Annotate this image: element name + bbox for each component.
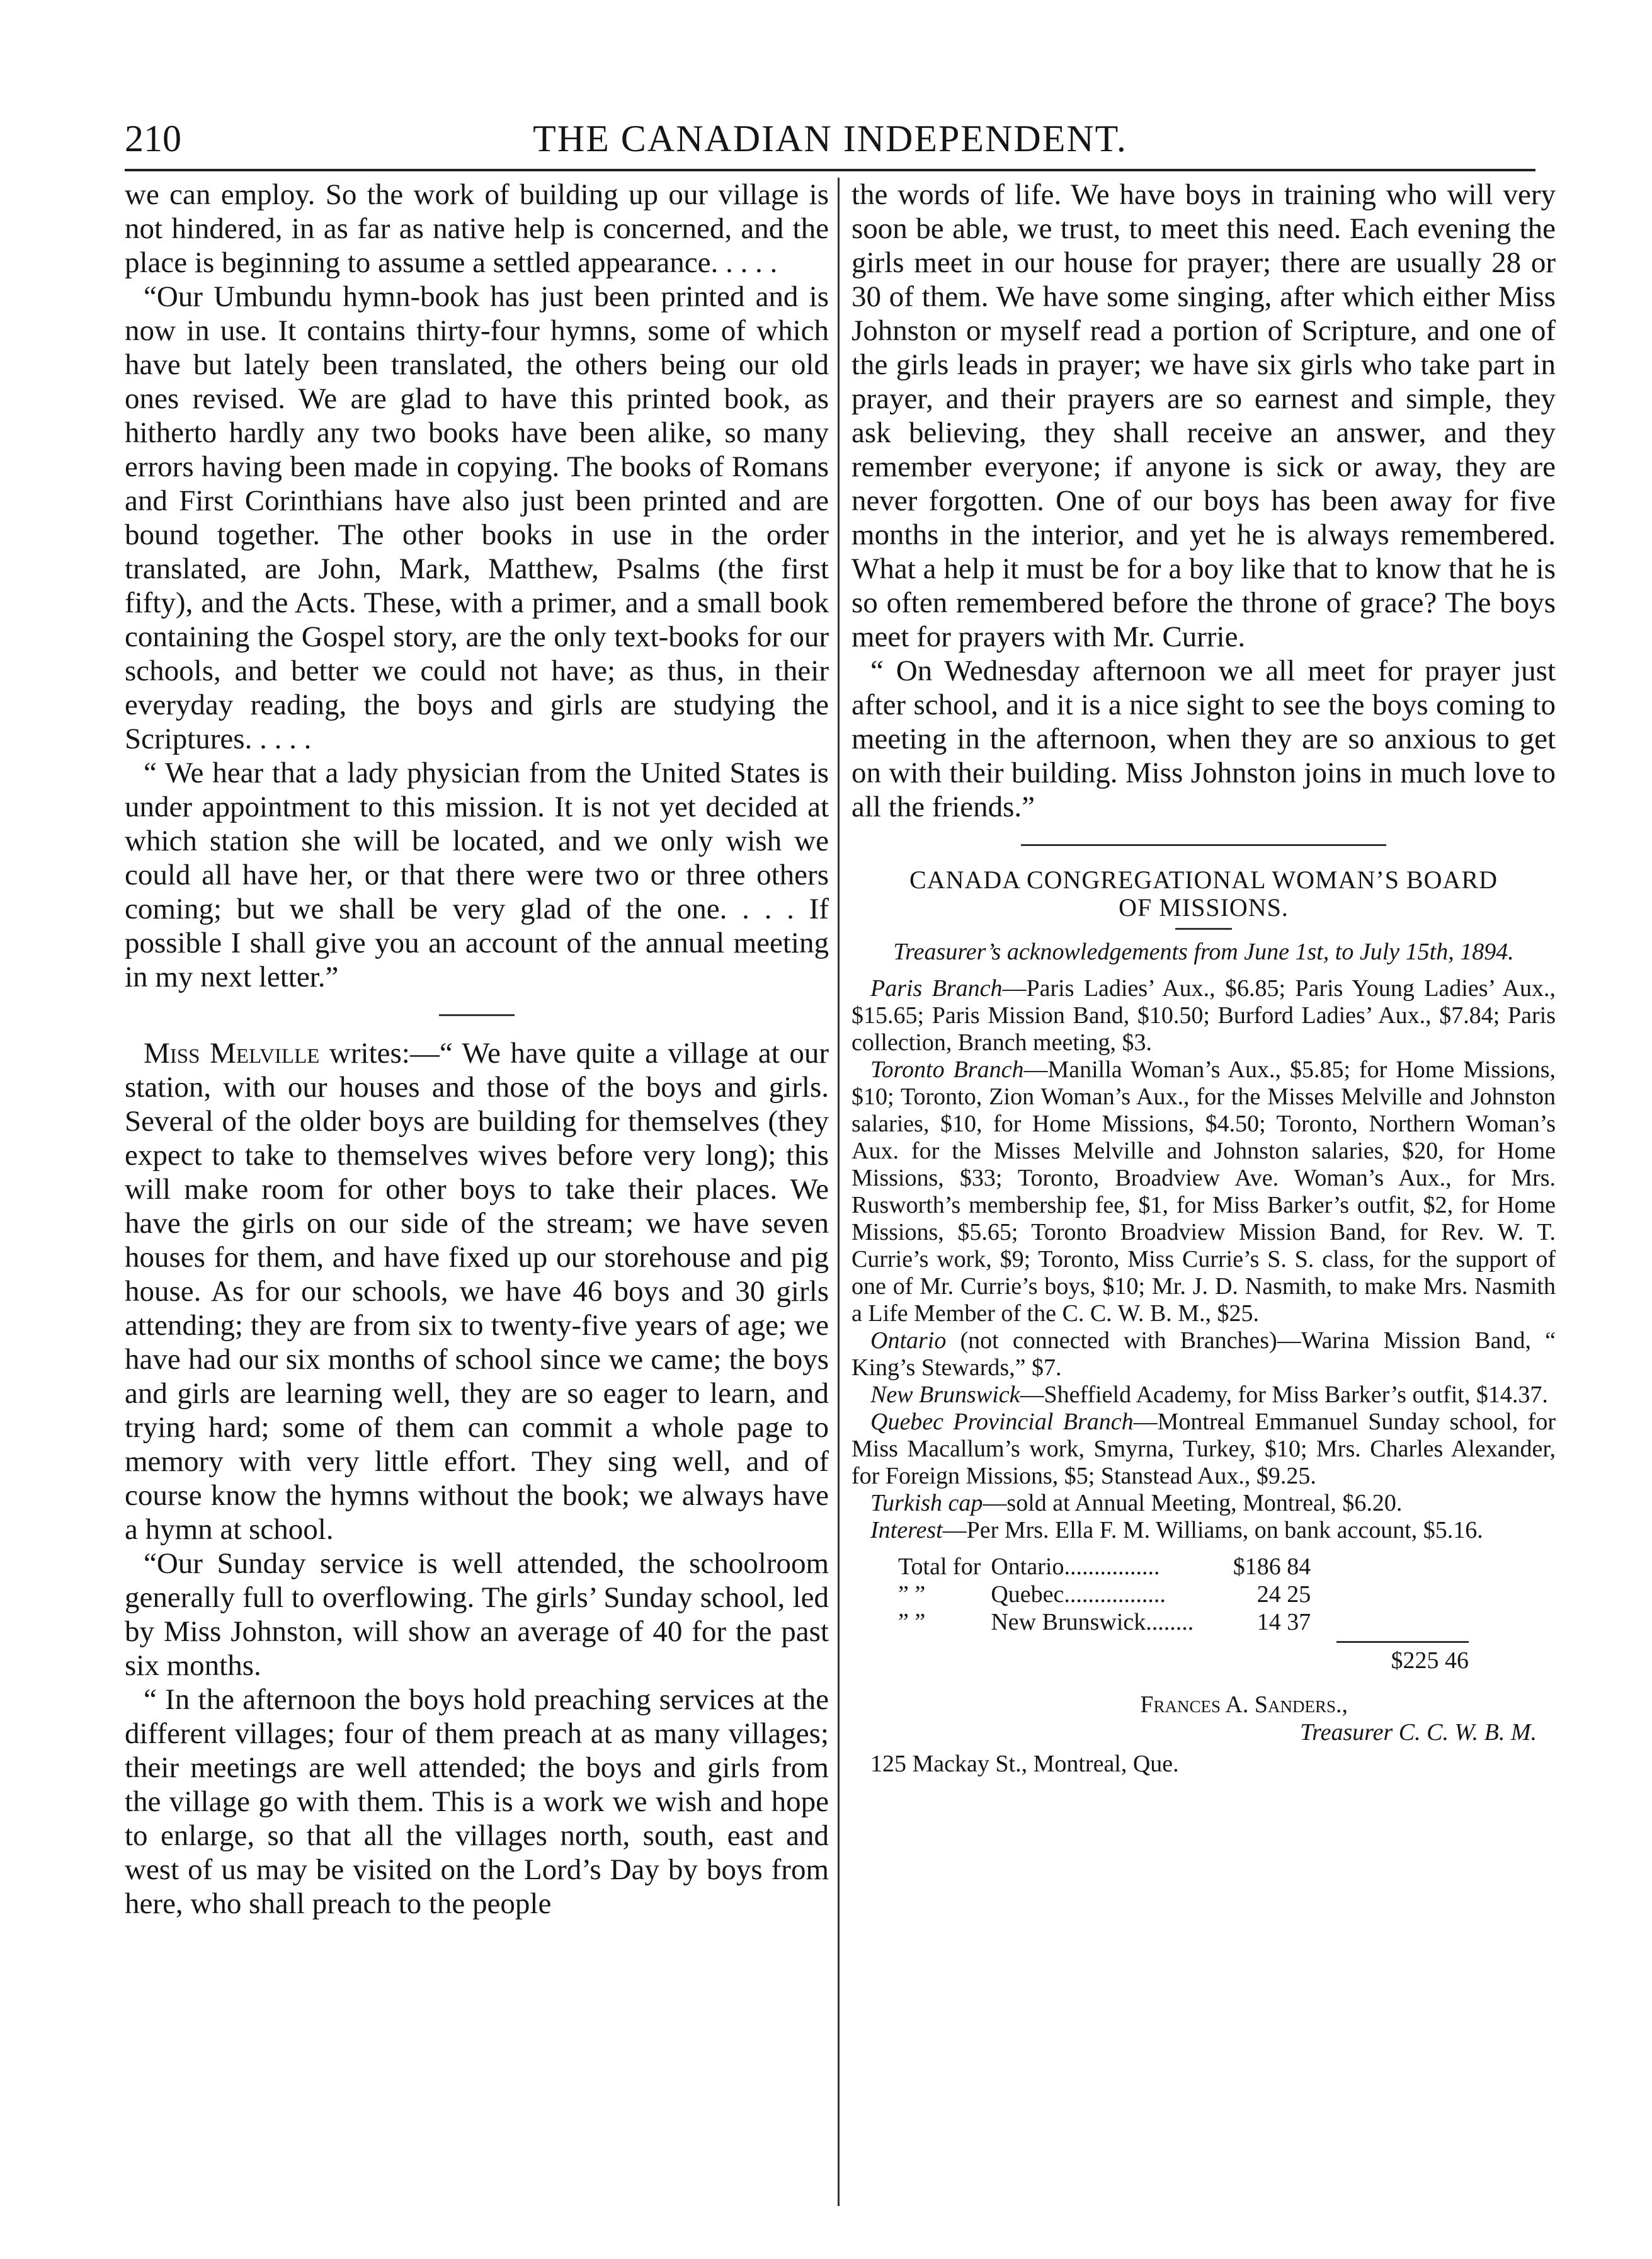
acknowledgement-entry bbox=[852, 975, 1556, 1056]
paragraph: “Our Sunday service is well attended, the schoolroom generally full to overflowing. The girls’ Sunday school, led by Miss Johnston, will show an average of 40 for the past six months. bbox=[125, 1547, 829, 1682]
heading-line: CANADA CONGREGATIONAL WOMAN’S BOARD bbox=[909, 866, 1498, 894]
paragraph-text: writes:—“ We have quite a village at our station, with our houses and those of the boys and girls. Several of the older boys are building for themselves (they expect to take to themselves wives before very long); this will make room for other boys to take their places. We have the girls on our side of the stream; we have seven houses for them, and have fixed up our storehouse and pig house. As for our schools, we have 46 boys and 30 girls attending; they are from six to twenty-five years of age; we have had our six months of school since we came; the boys and girls are learning well, they are so eager to learn, and trying hard; some of them can commit a whole page to memory with very little effort. They sing well, and of course know the hymns without the book; we always have a hymn at school. bbox=[125, 1037, 829, 1546]
author-name: Miss Melville bbox=[144, 1037, 320, 1070]
entry-text: —Sheffield Academy, for Miss Barker’s outfit, $14.37. bbox=[1020, 1381, 1548, 1408]
right-column bbox=[852, 178, 1556, 1778]
totals-table bbox=[893, 1553, 1316, 1636]
entry-text: —Per Mrs. Ella F. M. Williams, on bank account, $5.16. bbox=[942, 1517, 1483, 1543]
treasurer-name: Frances A. Sanders., bbox=[1140, 1691, 1348, 1718]
branch-name: Turkish cap bbox=[870, 1490, 983, 1516]
total-label: Quebec................. bbox=[991, 1581, 1166, 1608]
acknowledgement-entry bbox=[852, 1409, 1556, 1490]
total-row bbox=[893, 1581, 1316, 1608]
section-rule bbox=[1175, 928, 1232, 930]
total-amount: 14 37 bbox=[1256, 1609, 1311, 1635]
header-rule bbox=[125, 169, 1535, 171]
branch-name: Ontario bbox=[870, 1327, 947, 1354]
page-number: 210 bbox=[125, 118, 181, 159]
page-header bbox=[125, 108, 1535, 168]
paragraph: “ On Wednesday afternoon we all meet for prayer just after school, and it is a nice sight to see the boys coming to meeting in the afternoon, when they are so anxious to get on with their building. Miss Johnston joins in much love to all the friends.” bbox=[852, 655, 1556, 823]
acknowledgement-entry bbox=[852, 1327, 1556, 1381]
total-amount: $186 84 bbox=[1233, 1553, 1311, 1580]
paragraph: “ In the afternoon the boys hold preaching services at the different villages; four of them preach at as many villages; their meetings are well attended; the boys and girls from the village go with them. This is a work we wish and hope to enlarge, so that all the villages north, south, east and west of us may be visited on the Lord’s Day by boys from here, who shall preach to the people bbox=[125, 1683, 829, 1920]
entry-text: —sold at Annual Meeting, Montreal, $6.20. bbox=[983, 1490, 1403, 1516]
treasurer-title: Treasurer C. C. W. B. M. bbox=[1300, 1719, 1537, 1746]
section-rule bbox=[439, 1014, 515, 1016]
treasurer-address: 125 Mackay St., Montreal, Que. bbox=[870, 1751, 1179, 1777]
acknowledgement-entry bbox=[852, 1490, 1556, 1517]
total-amount: 24 25 bbox=[1256, 1581, 1311, 1608]
section-rule bbox=[1021, 844, 1386, 846]
branch-name: Quebec Provincial Branch bbox=[870, 1409, 1134, 1435]
paragraph: “ We hear that a lady physician from the United States is under appointment to this mission. It is not yet decided at which station she will be located, and we only wish we could all have her, or that there were two or three others coming; but we shall be very glad of the one. . . . If possible I shall give you an account of the annual meeting in my next letter.” bbox=[125, 757, 829, 993]
branch-name: Paris Branch bbox=[870, 975, 1003, 1002]
acknowledgement-line: Treasurer’s acknowledgements from June 1st, to July 15th, 1894. bbox=[893, 939, 1514, 965]
acknowledgement-entry bbox=[852, 1056, 1556, 1327]
left-column bbox=[125, 178, 829, 1921]
paragraph bbox=[125, 1036, 829, 1547]
heading-line: OF MISSIONS. bbox=[1119, 893, 1289, 922]
grand-total: $225 46 bbox=[1336, 1641, 1469, 1674]
total-row bbox=[893, 1608, 1316, 1636]
paragraph: we can employ. So the work of building up our village is not hindered, in as far as native help is concerned, and the place is beginning to assume a settled appearance. . . . . bbox=[125, 178, 829, 279]
column-divider bbox=[838, 178, 840, 2206]
total-label: New Brunswick........ bbox=[991, 1609, 1194, 1635]
total-prefix: ” ” bbox=[898, 1581, 926, 1608]
total-row bbox=[893, 1553, 1316, 1581]
paragraph: the words of life. We have boys in training who will very soon be able, we trust, to meet this need. Each evening the girls meet in our house for prayer; there are usually 28 or 30 of them. We have some singing, after which either Miss Johnston or myself read a portion of Scripture, and one of the girls leads in prayer; we have six girls who take part in prayer, and their prayers are so earnest and simple, they ask believing, they shall receive an answer, and they remember everyone; if anyone is sick or away, they are never forgotten. One of our boys has been away for five months in the interior, and yet he is always remembered. What a help it must be for a boy like that to know that he is so often remembered before the throne of grace? The boys meet for prayers with Mr. Currie. bbox=[852, 178, 1556, 653]
branch-name: New Brunswick bbox=[870, 1381, 1020, 1408]
branch-name: Interest bbox=[870, 1517, 943, 1543]
entry-text: (not connected with Branches)—Warina Mission Band, “ King’s Stewards,” $7. bbox=[852, 1327, 1556, 1381]
entry-text: —Paris Ladies’ Aux., $6.85; Paris Young Ladies’ Aux., $15.65; Paris Mission Band, $10.50; Burford Ladies’ Aux., $7.84; Paris collection, Branch meeting, $3. bbox=[852, 975, 1556, 1056]
acknowledgement-entries bbox=[852, 975, 1556, 1544]
section-heading bbox=[852, 866, 1556, 922]
acknowledgement-entry bbox=[852, 1381, 1556, 1409]
entry-text: —Manilla Woman’s Aux., $5.85; for Home Missions, $10; Toronto, Zion Woman’s Aux., for the Misses Melville and Johnston salaries, $10, for Home Missions, $4.50; Toronto, Northern Woman’s Aux. for the Misses Melville and Johnston salaries, $20, for Home Missions, $33; Toronto, Broadview Ave. Woman’s Aux., for Mrs. Rusworth’s membership fee, $1, for Miss Barker’s outfit, $2, for Home Missions, $5.65; Toronto Broadview Mission Band, for Rev. W. T. Currie’s work, $9; Toronto, Miss Currie’s S. S. class, for the support of one of Mr. Currie’s boys, $10; Mr. J. D. Nasmith, to make Mrs. Nasmith a Life Member of the C. C. W. B. M., $25. bbox=[852, 1056, 1556, 1327]
entry-text: —Montreal Emmanuel Sunday school, for Miss Macallum’s work, Smyrna, Turkey, $10; Mrs. Charles Alexander, for Foreign Missions, $5; Stanstead Aux., $9.25. bbox=[852, 1409, 1556, 1489]
total-label: Ontario................ bbox=[991, 1553, 1160, 1580]
running-title: THE CANADIAN INDEPENDENT. bbox=[533, 118, 1127, 159]
total-prefix: Total for bbox=[898, 1553, 981, 1580]
paragraph: “Our Umbundu hymn-book has just been printed and is now in use. It contains thirty-four hymns, some of which have but lately been translated, the others being our old ones revised. We are glad to have this printed book, as hitherto hardly any two books have been alike, so many errors having been made in copying. The books of Romans and First Corinthians have also just been printed and are bound together. The other books in use in the order translated, are John, Mark, Matthew, Psalms (the first fifty), and the Acts. These, with a primer, and a small book containing the Gospel story, are the only text-books for our schools, and better we could not have; as thus, in their everyday reading, the boys and girls are studying the Scriptures. . . . . bbox=[125, 280, 829, 755]
acknowledgement-entry bbox=[852, 1517, 1556, 1544]
total-prefix: ” ” bbox=[898, 1609, 926, 1635]
branch-name: Toronto Branch bbox=[870, 1056, 1024, 1083]
